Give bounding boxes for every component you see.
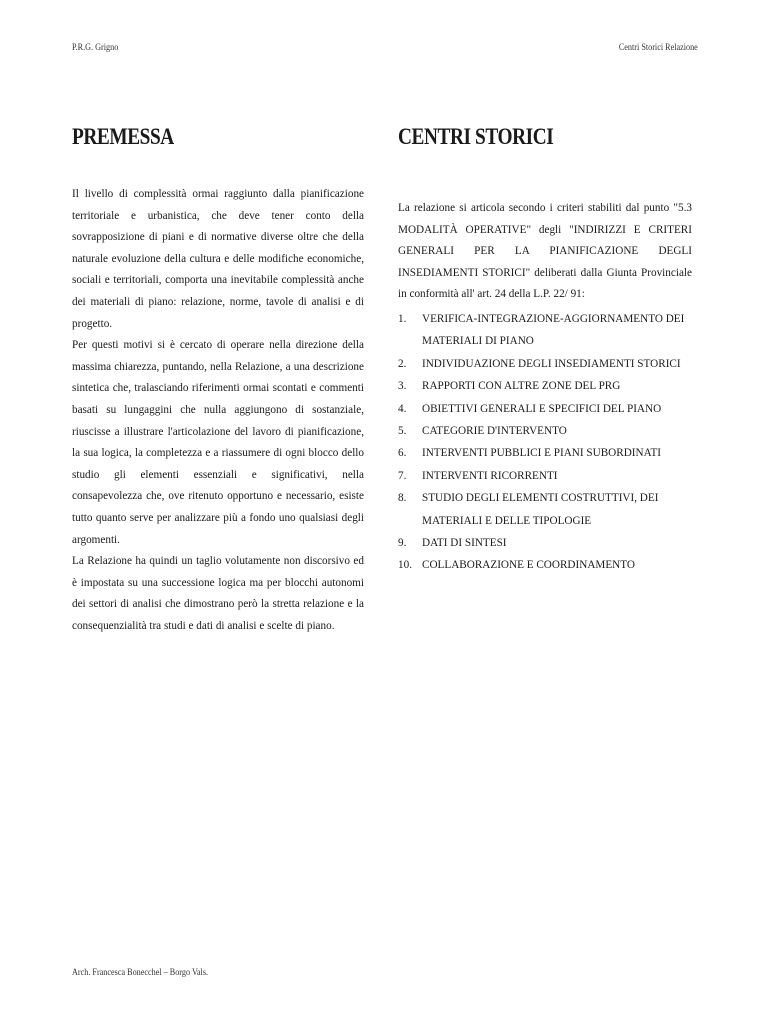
premessa-paragraph: Per questi motivi si è cercato di operare nella direzione della massima chiarezza, puntando, nella Relazione, a una descrizione sintetica che, tralasciando riferimenti ormai scontati e commenti basati su lungaggini che nulla aggiungono di sostanziale, riuscisse a illustrare l'articolazione del lavoro di pianificazione, la sua logica, la completezza e a riassumere di ogni blocco dello studio gli elementi essenziali e significativi, nella consapevolezza che, ove ritenuto opportuno e necessario, esiste tutto quanto serve per analizzare più a fondo uno qualsiasi degli argomenti. xyxy=(72,339,364,546)
page-footer: Arch. Francesca Bonecchel – Borgo Vals. xyxy=(72,968,209,978)
list-item-text: COLLABORAZIONE E COORDINAMENTO xyxy=(422,559,635,572)
left-column xyxy=(72,120,364,632)
centri-storici-intro xyxy=(398,198,692,306)
list-item-text: OBIETTIVI GENERALI E SPECIFICI DEL PIANO xyxy=(422,402,662,415)
list-item xyxy=(398,442,692,464)
list-item xyxy=(398,353,692,375)
running-header-right: Centri Storici Relazione xyxy=(619,43,698,53)
premessa-paragraph: La Relazione ha quindi un taglio volutamente non discorsivo ed è impostata su una successione logica ma per blocchi autonomi dei settori di analisi che dimostrano però la stretta relazione e la consequenzialità tra studi e dati di analisi e scelte di piano. xyxy=(72,555,364,632)
contents-list xyxy=(398,308,692,577)
list-item-text: DATI DI SINTESI xyxy=(422,537,507,550)
list-item-number: 3. xyxy=(398,380,407,393)
list-item-number: 5. xyxy=(398,425,407,438)
list-item xyxy=(398,532,692,554)
intro-paragraph: La relazione si articola secondo i criteri stabiliti dal punto "5.3 MODALITÀ OPERATIVE" degli "INDIRIZZI E CRITERI GENERALI PER LA PIANIFICAZIONE DEGLI INSEDIAMENTI STORICI" deliberati dalla Giunta Provinciale in conformità all' art. 24 della L.P. 22/ 91: xyxy=(398,202,692,301)
premessa-body xyxy=(72,184,364,637)
running-header-left: P.R.G. Grigno xyxy=(72,43,119,53)
list-item-number: 10. xyxy=(398,559,412,572)
list-item xyxy=(398,308,692,353)
list-item xyxy=(398,398,692,420)
section-title-premessa: PREMESSA xyxy=(72,124,174,149)
list-item-number: 9. xyxy=(398,537,407,550)
list-item-number: 8. xyxy=(398,492,407,505)
section-title-centri-storici: CENTRI STORICI xyxy=(398,124,554,149)
list-item-number: 7. xyxy=(398,469,407,482)
list-item-text: INTERVENTI RICORRENTI xyxy=(422,469,558,482)
list-item xyxy=(398,465,692,487)
list-item-text: INTERVENTI PUBBLICI E PIANI SUBORDINATI xyxy=(422,447,661,460)
list-item-text: CATEGORIE D'INTERVENTO xyxy=(422,425,567,438)
list-item-number: 2. xyxy=(398,357,407,370)
list-item-text: INDIVIDUAZIONE DEGLI INSEDIAMENTI STORICI xyxy=(422,357,681,370)
list-item-number: 6. xyxy=(398,447,407,460)
list-item-text: VERIFICA-INTEGRAZIONE-AGGIORNAMENTO DEI MATERIALI DI PIANO xyxy=(422,313,685,348)
list-item xyxy=(398,554,692,576)
list-item xyxy=(398,420,692,442)
list-item-text: STUDIO DEGLI ELEMENTI COSTRUTTIVI, DEI MATERIALI E DELLE TIPOLOGIE xyxy=(422,492,659,527)
right-column xyxy=(398,120,692,572)
premessa-paragraph: Il livello di complessità ormai raggiunto dalla pianificazione territoriale e urbanistica, che deve tener conto della sovrapposizione di piani e di normative diverse oltre che della naturale evoluzione della cultura e delle modifiche economiche, sociali e territoriali, comporta una inevitabile complessità anche dei materiali di piano: relazione, norme, tavole di analisi e di progetto. xyxy=(72,188,364,330)
list-item-number: 4. xyxy=(398,402,407,415)
list-item xyxy=(398,487,692,532)
list-item-text: RAPPORTI CON ALTRE ZONE DEL PRG xyxy=(422,380,621,393)
list-item-number: 1. xyxy=(398,313,407,325)
list-item xyxy=(398,375,692,397)
